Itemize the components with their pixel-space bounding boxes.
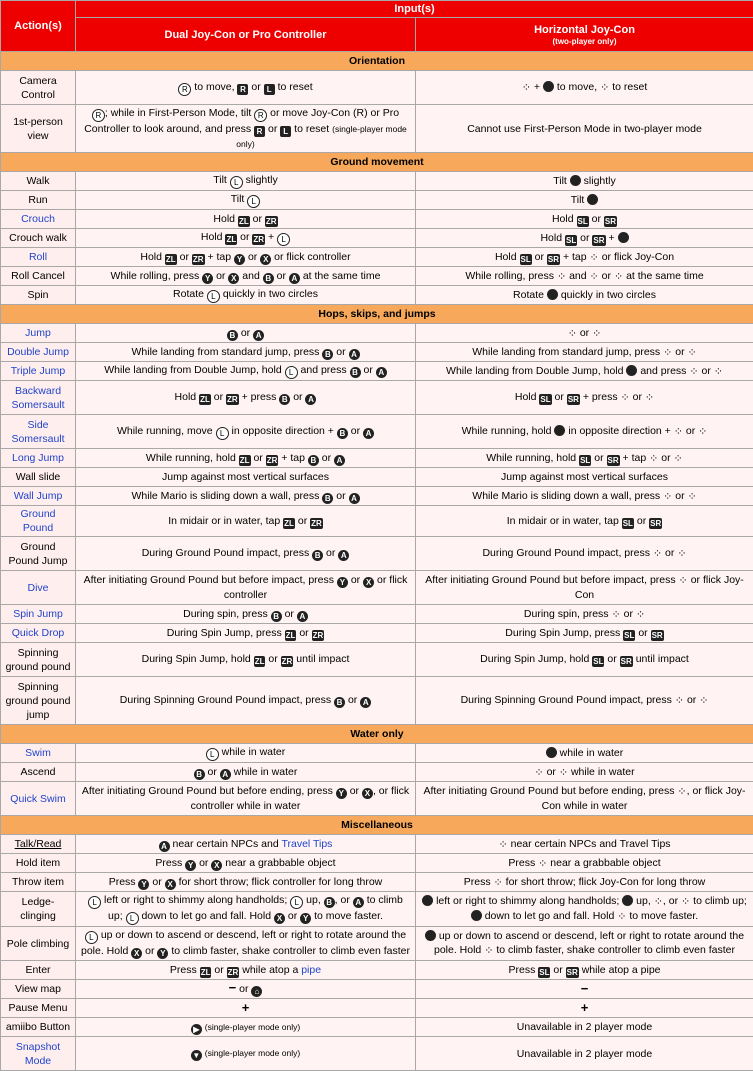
dpad-icon: ⁘ — [522, 81, 531, 95]
zr-button-icon: ZR — [192, 254, 205, 265]
left-stick-icon: L — [290, 896, 303, 909]
stick-icon — [543, 81, 554, 92]
dpad-icon: ⁘ — [674, 452, 683, 466]
zl-button-icon: ZL — [199, 394, 211, 405]
inputs-header: Input(s) — [76, 1, 753, 18]
right-stick-press-icon: R — [92, 109, 105, 122]
action-ground-pound[interactable]: Ground Pound — [1, 506, 76, 537]
dual-run: Tilt L — [76, 191, 416, 210]
y-button-icon: Y — [234, 254, 245, 265]
zl-button-icon: ZL — [200, 967, 212, 978]
horiz-crouch-walk: Hold SL or SR + — [416, 229, 753, 248]
y-button-icon: Y — [202, 273, 213, 284]
b-button-icon: B — [337, 428, 348, 439]
dual-roll-cancel: While rolling, press Y or X and B or A at the same time — [76, 267, 416, 286]
section-orientation: Orientation — [1, 52, 753, 71]
dual-talk-read: A near certain NPCs and Travel Tips — [76, 835, 416, 854]
horiz-run: Tilt — [416, 191, 753, 210]
action-wall-jump[interactable]: Wall Jump — [1, 487, 76, 506]
action-spin-jump[interactable]: Spin Jump — [1, 605, 76, 624]
y-button-icon: Y — [336, 788, 347, 799]
right-stick-icon: R — [254, 109, 267, 122]
dual-enter: Press ZL or ZR while atop a pipe — [76, 961, 416, 980]
sl-button-icon: SL — [592, 656, 604, 667]
a-button-icon: A — [297, 611, 308, 622]
horiz-camera: ⁘ + to move, ⁘ to reset — [416, 71, 753, 105]
stick-icon — [554, 425, 565, 436]
b-button-icon: B — [350, 367, 361, 378]
right-stick-icon: R — [178, 83, 191, 96]
horiz-triple-jump: While landing from Double Jump, hold and press ⁘ or ⁘ — [416, 362, 753, 381]
minus-button-icon: − — [229, 980, 237, 995]
l-button-icon: L — [264, 84, 275, 95]
dual-header: Dual Joy-Con or Pro Controller — [76, 18, 416, 52]
zl-button-icon: ZL — [239, 455, 251, 466]
dpad-icon: ⁘ — [484, 944, 493, 958]
actions-header: Action(s) — [1, 1, 76, 52]
section-misc: Miscellaneous — [1, 816, 753, 835]
x-button-icon: X — [363, 577, 374, 588]
action-jump[interactable]: Jump — [1, 324, 76, 343]
stick-icon — [546, 747, 557, 758]
zr-button-icon: ZR — [266, 455, 279, 466]
action-wall-slide: Wall slide — [1, 468, 76, 487]
a-button-icon: A — [338, 550, 349, 561]
dpad-icon: ⁘ — [590, 251, 599, 265]
section-water: Water only — [1, 725, 753, 744]
dual-double-jump: While landing from standard jump, press B or A — [76, 343, 416, 362]
sr-button-icon: SR — [566, 967, 579, 978]
r-button-icon: R — [237, 84, 248, 95]
dual-amiibo: ▶ (single-player mode only) — [76, 1018, 416, 1037]
dpad-icon: ⁘ — [538, 857, 547, 871]
horiz-roll-cancel: While rolling, press ⁘ and ⁘ or ⁘ at the same time — [416, 267, 753, 286]
left-stick-icon: L — [216, 427, 229, 440]
dpad-icon: ⁘ — [677, 785, 686, 799]
b-button-icon: B — [324, 897, 335, 908]
horiz-ground-pound-jump: During Ground Pound impact, press ⁘ or ⁘ — [416, 537, 753, 571]
a-button-icon: A — [289, 273, 300, 284]
b-button-icon: B — [334, 697, 345, 708]
action-walk: Walk — [1, 172, 76, 191]
action-double-jump[interactable]: Double Jump — [1, 343, 76, 362]
action-crouch[interactable]: Crouch — [1, 210, 76, 229]
home-button-icon: ⌂ — [251, 986, 262, 997]
dual-ground-pound: In midair or in water, tap ZL or ZR — [76, 506, 416, 537]
x-button-icon: X — [211, 860, 222, 871]
action-spinning-ground-pound-jump: Spinning ground pound jump — [1, 677, 76, 725]
dual-triple-jump: While landing from Double Jump, hold L and press B or A — [76, 362, 416, 381]
dpad-icon: ⁘ — [674, 425, 683, 439]
section-hops: Hops, skips, and jumps — [1, 305, 753, 324]
x-button-icon: X — [274, 913, 285, 924]
action-enter: Enter — [1, 961, 76, 980]
y-button-icon: Y — [185, 860, 196, 871]
a-button-icon: A — [376, 367, 387, 378]
action-pole-climbing: Pole climbing — [1, 927, 76, 961]
action-ascend: Ascend — [1, 763, 76, 782]
x-button-icon: X — [260, 254, 271, 265]
x-button-icon: X — [362, 788, 373, 799]
dpad-icon: ⁘ — [663, 490, 672, 504]
sr-button-icon: SR — [547, 254, 560, 265]
stick-icon — [618, 232, 629, 243]
action-spin: Spin — [1, 286, 76, 305]
sr-button-icon: SR — [651, 630, 664, 641]
left-stick-icon: L — [126, 912, 139, 925]
zl-button-icon: ZL — [283, 518, 295, 529]
horiz-ground-pound: In midair or in water, tap SL or SR — [416, 506, 753, 537]
dpad-icon: ⁘ — [675, 694, 684, 708]
a-button-icon: A — [349, 493, 360, 504]
dual-crouch-walk: Hold ZL or ZR + L — [76, 229, 416, 248]
dpad-icon: ⁘ — [698, 425, 707, 439]
x-button-icon: X — [131, 948, 142, 959]
travel-tips-link[interactable]: Travel Tips — [281, 838, 332, 850]
dual-jump: B or A — [76, 324, 416, 343]
zr-button-icon: ZR — [312, 630, 325, 641]
dpad-icon: ⁘ — [617, 910, 626, 924]
zr-button-icon: ZR — [252, 234, 265, 245]
dual-pause-menu — [76, 999, 416, 1018]
dual-snapshot-mode: ▼ (single-player mode only) — [76, 1037, 416, 1071]
horiz-quick-swim: After initiating Ground Pound but before ending, press ⁘, or flick Joy-Con while in water — [416, 782, 753, 816]
sl-button-icon: SL — [622, 518, 634, 529]
horiz-view-map — [416, 980, 753, 999]
horiz-walk: Tilt slightly — [416, 172, 753, 191]
dual-view-map: − or ⌂ — [76, 980, 416, 999]
dual-backward-somersault: Hold ZL or ZR + press B or A — [76, 381, 416, 415]
dpad-icon: ⁘ — [568, 327, 577, 341]
left-stick-icon: L — [85, 931, 98, 944]
dpad-icon: ⁘ — [600, 81, 609, 95]
dual-spin: Rotate L quickly in two circles — [76, 286, 416, 305]
horiz-hold-item: Press ⁘ near a grabbable object — [416, 854, 753, 873]
action-side-somersault[interactable]: Side Somersault — [1, 415, 76, 449]
horiz-side-somersault: While running, hold in opposite direction + ⁘ or ⁘ — [416, 415, 753, 449]
action-first-person: 1st-person view — [1, 105, 76, 153]
b-button-icon: B — [279, 394, 290, 405]
dual-quick-swim: After initiating Ground Pound but before ending, press Y or X , or flick controller while in water — [76, 782, 416, 816]
a-button-icon: A — [159, 841, 170, 852]
a-button-icon: A — [220, 769, 231, 780]
dual-swim: L while in water — [76, 744, 416, 763]
dpad-icon: ⁘ — [699, 694, 708, 708]
a-button-icon: A — [253, 330, 264, 341]
horiz-crouch: Hold SL or SR — [416, 210, 753, 229]
dpad-icon: ⁘ — [714, 365, 723, 379]
sl-button-icon: SL — [579, 455, 591, 466]
sl-button-icon: SL — [539, 394, 551, 405]
zr-button-icon: ZR — [281, 656, 294, 667]
dual-spinning-ground-pound-jump: During Spinning Ground Pound impact, press B or A — [76, 677, 416, 725]
section-ground: Ground movement — [1, 153, 753, 172]
b-button-icon: B — [322, 493, 333, 504]
b-button-icon: B — [227, 330, 238, 341]
b-button-icon: B — [308, 455, 319, 466]
dpad-icon: ⁘ — [645, 391, 654, 405]
zl-button-icon: ZL — [165, 254, 177, 265]
horiz-pause-menu — [416, 999, 753, 1018]
action-roll[interactable]: Roll — [1, 248, 76, 267]
horiz-swim: while in water — [416, 744, 753, 763]
dual-quick-drop: During Spin Jump, press ZL or ZR — [76, 624, 416, 643]
sl-button-icon: SL — [520, 254, 532, 265]
dual-ledge-clinging: L left or right to shimmy along handholds; L up, B , or A to climb up; L down to let go and fall. Hold X or Y to move faster. — [76, 892, 416, 927]
left-stick-icon: L — [247, 195, 260, 208]
action-long-jump[interactable]: Long Jump — [1, 449, 76, 468]
horiz-ledge-clinging: left or right to shimmy along handholds; up, ⁘, or ⁘ to climb up; down to let go and fall. Hold ⁘ to move faster. — [416, 892, 753, 927]
dual-ascend: B or A while in water — [76, 763, 416, 782]
dpad-icon: ⁘ — [688, 346, 697, 360]
dpad-icon: ⁘ — [498, 838, 507, 852]
dpad-icon: ⁘ — [689, 365, 698, 379]
horiz-backward-somersault: Hold SL or SR + press ⁘ or ⁘ — [416, 381, 753, 415]
dual-walk: Tilt L slightly — [76, 172, 416, 191]
action-quick-swim[interactable]: Quick Swim — [1, 782, 76, 816]
zr-button-icon: ZR — [226, 394, 239, 405]
b-button-icon: B — [194, 769, 205, 780]
zl-button-icon: ZL — [225, 234, 237, 245]
action-quick-drop[interactable]: Quick Drop — [1, 624, 76, 643]
y-button-icon: Y — [157, 948, 168, 959]
dpad-icon: ⁘ — [534, 766, 543, 780]
dpad-icon: ⁘ — [681, 895, 690, 909]
dual-dive: After initiating Ground Pound but before impact, press Y or X or flick controller — [76, 571, 416, 605]
horiz-throw-item: Press ⁘ for short throw; flick Joy-Con for long throw — [416, 873, 753, 892]
horiz-wall-jump: While Mario is sliding down a wall, press ⁘ or ⁘ — [416, 487, 753, 506]
a-button-icon: A — [334, 455, 345, 466]
action-camera: Camera Control — [1, 71, 76, 105]
dpad-icon: ⁘ — [677, 547, 686, 561]
zr-button-icon: ZR — [227, 967, 240, 978]
y-button-icon: Y — [138, 879, 149, 890]
dual-pole-climbing: L up or down to ascend or descend, left or right to rotate around the pole. Hold X or Y to climb faster, shake controller to climb even faster — [76, 927, 416, 961]
y-button-icon: Y — [300, 913, 311, 924]
left-stick-icon: L — [277, 233, 290, 246]
dpad-icon: ⁘ — [653, 547, 662, 561]
horiz-dive: After initiating Ground Pound but before impact, press ⁘ or flick Joy-Con — [416, 571, 753, 605]
dual-long-jump: While running, hold ZL or ZR + tap B or A — [76, 449, 416, 468]
horiz-jump: ⁘ or ⁘ — [416, 324, 753, 343]
horiz-talk-read: ⁘ near certain NPCs and Travel Tips — [416, 835, 753, 854]
stick-icon — [471, 910, 482, 921]
x-button-icon: X — [228, 273, 239, 284]
dual-spin-jump: During spin, press B or A — [76, 605, 416, 624]
dual-camera: R to move, R or L to reset — [76, 71, 416, 105]
horiz-amiibo: Unavailable in 2 player mode — [416, 1018, 753, 1037]
action-ground-pound-jump: Ground Pound Jump — [1, 537, 76, 571]
action-triple-jump[interactable]: Triple Jump — [1, 362, 76, 381]
horizontal-header: Horizontal Joy-Con (two-player only) — [416, 18, 753, 52]
action-hold-item: Hold item — [1, 854, 76, 873]
action-swim[interactable]: Swim — [1, 744, 76, 763]
b-button-icon: B — [322, 349, 333, 360]
zl-button-icon: ZL — [238, 216, 250, 227]
action-dive[interactable]: Dive — [1, 571, 76, 605]
horiz-quick-drop: During Spin Jump, press SL or SR — [416, 624, 753, 643]
dpad-icon: ⁘ — [494, 876, 503, 890]
zl-button-icon: ZL — [285, 630, 297, 641]
horiz-double-jump: While landing from standard jump, press ⁘ or ⁘ — [416, 343, 753, 362]
stick-icon — [422, 895, 433, 906]
sr-button-icon: SR — [567, 394, 580, 405]
action-snapshot-mode[interactable]: Snapshot Mode — [1, 1037, 76, 1071]
horiz-enter: Press SL or SR while atop a pipe — [416, 961, 753, 980]
sr-button-icon: SR — [604, 216, 617, 227]
dpad-icon: ⁘ — [590, 270, 599, 284]
dpad-icon: ⁘ — [557, 270, 566, 284]
left-stick-icon: L — [206, 748, 219, 761]
r-button-icon: R — [254, 126, 265, 137]
action-throw-item: Throw item — [1, 873, 76, 892]
b-button-icon: B — [271, 611, 282, 622]
action-roll-cancel: Roll Cancel — [1, 267, 76, 286]
left-stick-icon: L — [285, 366, 298, 379]
dual-first-person: R ; while in First-Person Mode, tilt R or move Joy-Con (R) or Pro Controller to look around, and press R or L to reset (single-player mode only) — [76, 105, 416, 153]
a-button-icon: A — [360, 697, 371, 708]
horiz-long-jump: While running, hold SL or SR + tap ⁘ or ⁘ — [416, 449, 753, 468]
action-spinning-ground-pound: Spinning ground pound — [1, 643, 76, 677]
sr-button-icon: SR — [620, 656, 633, 667]
dpad-icon: ⁘ — [649, 452, 658, 466]
sl-button-icon: SL — [623, 630, 635, 641]
action-view-map: View map — [1, 980, 76, 999]
horiz-spinning-ground-pound-jump: During Spinning Ground Pound impact, press ⁘ or ⁘ — [416, 677, 753, 725]
dpad-icon: ⁘ — [592, 327, 601, 341]
action-crouch-walk: Crouch walk — [1, 229, 76, 248]
minus-button-icon: − — [581, 981, 589, 996]
dpad-icon: ⁘ — [654, 895, 663, 909]
horiz-first-person: Cannot use First-Person Mode in two-player mode — [416, 105, 753, 153]
action-ledge-clinging: Ledge-clinging — [1, 892, 76, 927]
dual-wall-slide: Jump against most vertical surfaces — [76, 468, 416, 487]
x-button-icon: X — [165, 879, 176, 890]
sr-button-icon: SR — [607, 455, 620, 466]
dual-throw-item: Press Y or X for short throw; flick controller for long throw — [76, 873, 416, 892]
dual-side-somersault: While running, move L in opposite direction + B or A — [76, 415, 416, 449]
dpad-icon: ⁘ — [679, 574, 688, 588]
left-stick-icon: L — [230, 176, 243, 189]
a-button-icon: A — [353, 897, 364, 908]
dpad-icon: ⁘ — [611, 608, 620, 622]
stick-icon — [547, 289, 558, 300]
left-stick-icon: L — [88, 896, 101, 909]
sl-button-icon: SL — [577, 216, 589, 227]
sl-button-icon: SL — [565, 235, 577, 246]
sl-button-icon: SL — [538, 967, 550, 978]
a-button-icon: A — [363, 428, 374, 439]
zr-button-icon: ZR — [310, 518, 323, 529]
dpad-icon: ⁘ — [614, 270, 623, 284]
sr-button-icon: SR — [649, 518, 662, 529]
dual-roll: Hold ZL or ZR + tap Y or X or flick controller — [76, 248, 416, 267]
dual-wall-jump: While Mario is sliding down a wall, press B or A — [76, 487, 416, 506]
horiz-spinning-ground-pound: During Spin Jump, hold SL or SR until impact — [416, 643, 753, 677]
horiz-spin: Rotate quickly in two circles — [416, 286, 753, 305]
left-stick-icon: L — [207, 290, 220, 303]
dpad-icon: ⁘ — [636, 608, 645, 622]
action-amiibo: amiibo Button — [1, 1018, 76, 1037]
b-button-icon: B — [263, 273, 274, 284]
y-button-icon: Y — [337, 577, 348, 588]
action-talk-read[interactable]: Talk/Read — [1, 835, 76, 854]
dpad-icon: ⁘ — [663, 346, 672, 360]
stick-icon — [425, 930, 436, 941]
stick-icon — [626, 365, 637, 376]
dpad-icon: ⁘ — [688, 490, 697, 504]
dual-crouch: Hold ZL or ZR — [76, 210, 416, 229]
pipe-link[interactable]: pipe — [301, 964, 321, 976]
action-run: Run — [1, 191, 76, 210]
down-arrow-button-icon: ▼ — [191, 1050, 202, 1061]
a-button-icon: A — [305, 394, 316, 405]
stick-icon — [622, 895, 633, 906]
dual-spinning-ground-pound: During Spin Jump, hold ZL or ZR until impact — [76, 643, 416, 677]
right-arrow-button-icon: ▶ — [191, 1024, 202, 1035]
horiz-pole-climbing: up or down to ascend or descend, left or right to rotate around the pole. Hold ⁘ to climb faster, shake controller to climb even faster — [416, 927, 753, 961]
horiz-spin-jump: During spin, press ⁘ or ⁘ — [416, 605, 753, 624]
plus-button-icon: + — [242, 1000, 250, 1015]
stick-icon — [570, 175, 581, 186]
dual-hold-item: Press Y or X near a grabbable object — [76, 854, 416, 873]
sr-button-icon: SR — [592, 235, 605, 246]
b-button-icon: B — [312, 550, 323, 561]
horiz-roll: Hold SL or SR + tap ⁘ or flick Joy-Con — [416, 248, 753, 267]
zl-button-icon: ZL — [254, 656, 266, 667]
zr-button-icon: ZR — [265, 216, 278, 227]
l-button-icon: L — [280, 126, 291, 137]
dpad-icon: ⁘ — [621, 391, 630, 405]
stick-icon — [587, 194, 598, 205]
action-backward-somersault[interactable]: Backward Somersault — [1, 381, 76, 415]
horiz-snapshot-mode: Unavailable in 2 player mode — [416, 1037, 753, 1071]
horiz-wall-slide: Jump against most vertical surfaces — [416, 468, 753, 487]
action-pause-menu: Pause Menu — [1, 999, 76, 1018]
a-button-icon: A — [349, 349, 360, 360]
plus-button-icon: + — [581, 1000, 589, 1015]
dual-ground-pound-jump: During Ground Pound impact, press B or A — [76, 537, 416, 571]
dpad-icon: ⁘ — [559, 766, 568, 780]
horiz-ascend: ⁘ or ⁘ while in water — [416, 763, 753, 782]
